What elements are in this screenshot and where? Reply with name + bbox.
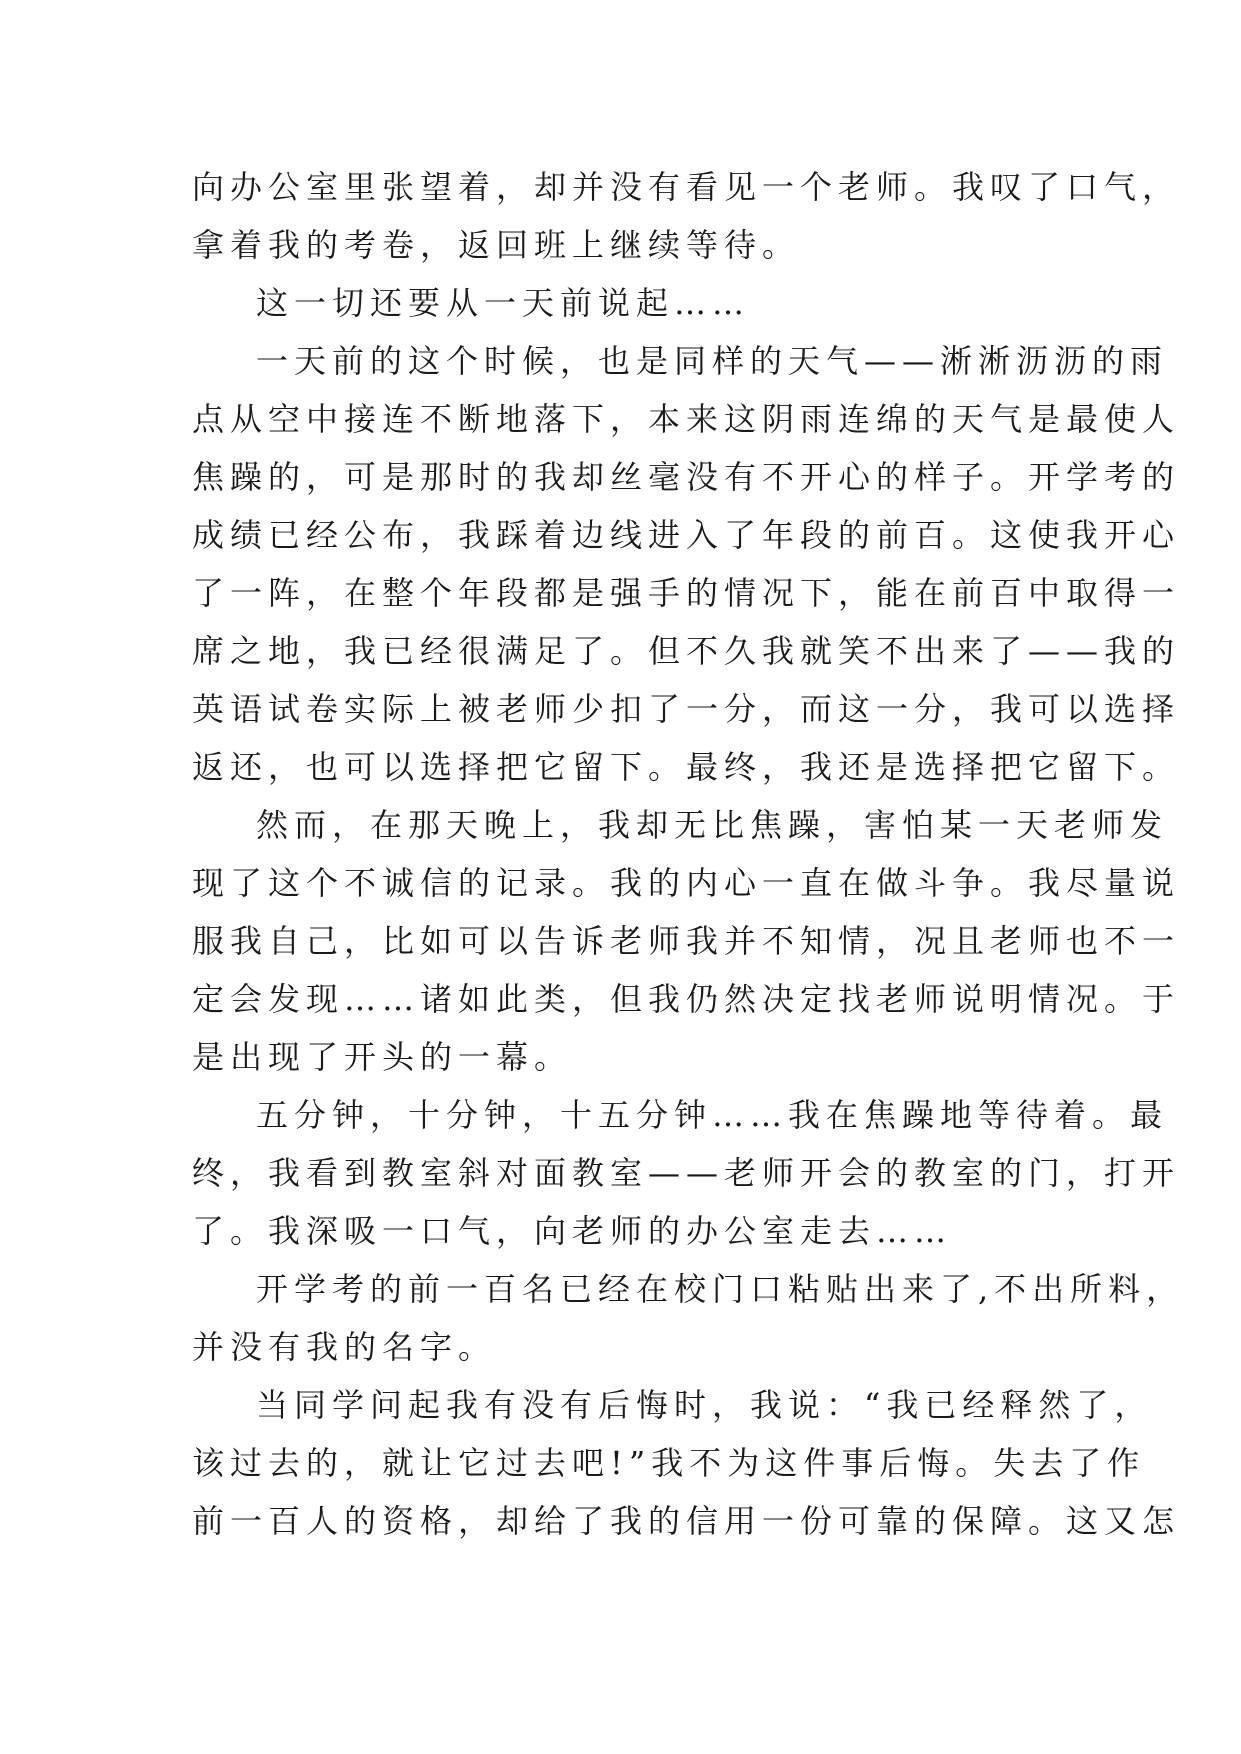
text-line: 了一阵，在整个年段都是强手的情况下，能在前百中取得一 — [192, 574, 1181, 612]
text-line: 该过去的，就让它过去吧!”我不为这件事后悔。失去了作 — [192, 1444, 1146, 1482]
text-line: 返还，也可以选择把它留下。最终，我还是选择把它留下。 — [192, 748, 1181, 786]
text-line: 是出现了开头的一幕。 — [192, 1038, 573, 1076]
text-line: 成绩已经公布，我踩着边线进入了年段的前百。这使我开心 — [192, 516, 1181, 554]
text-line: 并没有我的名字。 — [192, 1328, 497, 1366]
text-line: 终，我看到教室斜对面教室——老师开会的教室的门，打开 — [192, 1154, 1181, 1192]
paragraph-start-line: 这一切还要从一天前说起…… — [256, 284, 751, 322]
paragraph-start-line: 五分钟，十分钟，十五分钟……我在焦躁地等待着。最 — [256, 1096, 1169, 1134]
text-line: 焦躁的，可是那时的我却丝毫没有不开心的样子。开学考的 — [192, 458, 1181, 496]
paragraph-start-line: 开学考的前一百名已经在校门口粘贴出来了,不出所料， — [256, 1270, 1185, 1308]
text-line: 了。我深吸一口气，向老师的办公室走去…… — [192, 1212, 953, 1250]
text-line: 前一百人的资格，却给了我的信用一份可靠的保障。这又怎 — [192, 1502, 1181, 1540]
text-line: 拿着我的考卷，返回班上继续等待。 — [192, 226, 801, 264]
text-line: 定会发现……诸如此类，但我仍然决定找老师说明情况。于 — [192, 980, 1181, 1018]
text-line: 席之地，我已经很满足了。但不久我就笑不出来了——我的 — [192, 632, 1181, 670]
paragraph-start-line: 一天前的这个时候，也是同样的天气——淅淅沥沥的雨 — [256, 342, 1169, 380]
text-line: 向办公室里张望着，却并没有看见一个老师。我叹了口气， — [192, 168, 1181, 206]
text-line: 现了这个不诚信的记录。我的内心一直在做斗争。我尽量说 — [192, 864, 1181, 902]
paragraph-start-line: 当同学问起我有没有后悔时，我说：“我已经释然了， — [256, 1386, 1153, 1424]
text-line: 点从空中接连不断地落下，本来这阴雨连绵的天气是最使人 — [192, 400, 1181, 438]
text-line: 服我自己，比如可以告诉老师我并不知情，况且老师也不一 — [192, 922, 1181, 960]
paragraph-start-line: 然而，在那天晚上，我却无比焦躁，害怕某一天老师发 — [256, 806, 1169, 844]
essay-body — [192, 158, 1185, 1550]
text-line: 英语试卷实际上被老师少扣了一分，而这一分，我可以选择 — [192, 690, 1181, 728]
